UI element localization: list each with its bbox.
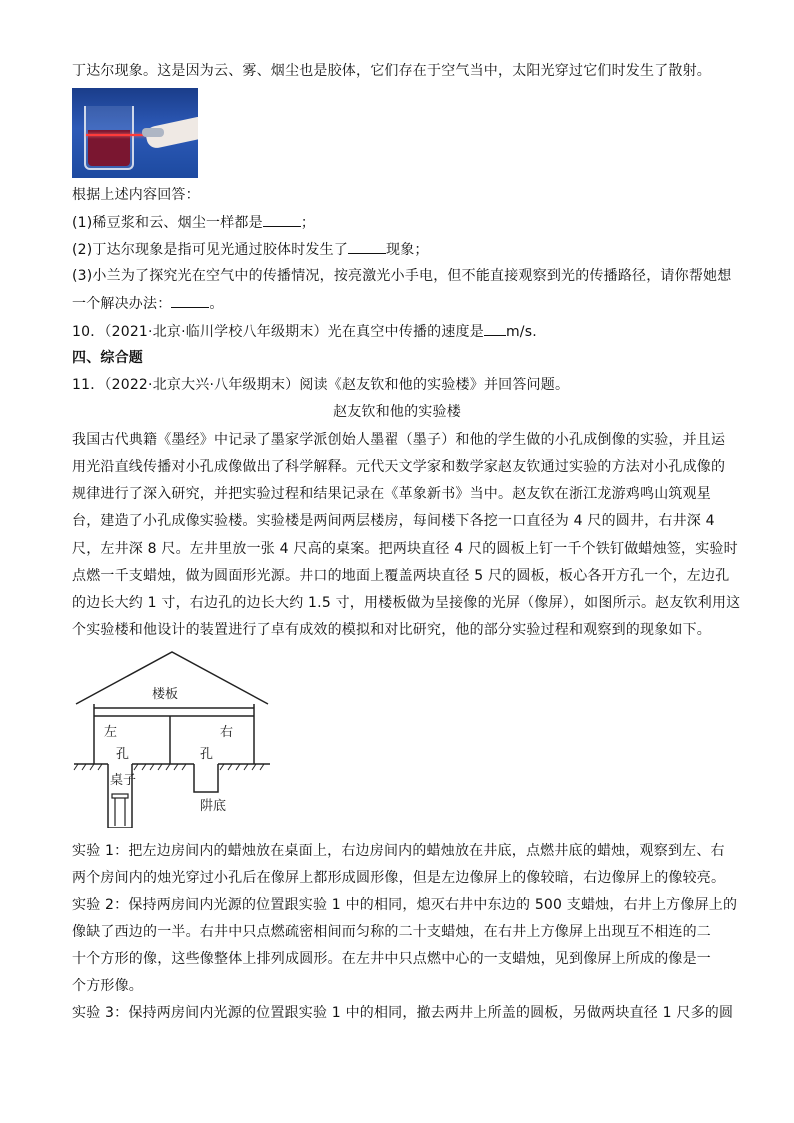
diagram-label-hole: 孔 (116, 747, 130, 762)
paragraph-line: 台，建造了小孔成像实验楼。实验楼是两间两层楼房，每间楼下各挖一口直径为 4 尺的圆井，右井深 4 (72, 513, 715, 529)
diagram-label-right: 右 (220, 725, 234, 740)
section-heading: 四、综合题 (72, 350, 143, 366)
experiment-line: 实验 1：把左边房间内的蜡烛放在桌面上，右边房间内的蜡烛放在井底，点燃井底的蜡烛，观察到左、右 (72, 843, 725, 859)
beaker-icon (84, 106, 134, 170)
laser-pointer-icon (142, 128, 164, 137)
question-1: (1)稀豆浆和云、烟尘一样都是 ； (72, 212, 732, 233)
paragraph-line: 点燃一千支蜡烛，做为圆面形光源。井口的地面上覆盖两块直径 5 尺的圆板，板心各开方孔一个，左边孔 (72, 568, 730, 584)
article-title: 赵友钦和他的实验楼 (333, 404, 461, 420)
text-line: 根据上述内容回答： (72, 187, 200, 203)
paragraph-line: 个实验楼和他设计的装置进行了卓有成效的模拟和对比研究，他的部分实验过程和观察到的现象如下。 (72, 622, 711, 638)
experiment-line: 个方形像。 (72, 978, 143, 994)
answer-blank[interactable] (263, 212, 301, 227)
experiment-building-diagram (72, 648, 272, 828)
text-line: 丁达尔现象。这是因为云、雾、烟尘也是胶体，它们存在于空气当中，太阳光穿过它们时发生了散射。 (72, 63, 711, 79)
question-11: 11．（2022·北京大兴·八年级期末）阅读《赵友钦和他的实验楼》并回答问题。 (72, 377, 570, 393)
diagram-label-left: 左 (104, 725, 118, 740)
diagram-label-table: 桌子 (110, 773, 137, 788)
experiment-line: 十个方形的像，这些像整体上排列成圆形。在左井中只点燃中心的一支蜡烛，见到像屏上所成的像是一 (72, 951, 711, 967)
paragraph-line: 规律进行了深入研究，并把实验过程和结果记录在《革象新书》当中。赵友钦在浙江龙游鸡鸣山筑观星 (72, 486, 711, 502)
question-3-cont: 一个解决办法： 。 (72, 293, 732, 314)
question-2: (2)丁达尔现象是指可见光通过胶体时发生了 现象； (72, 239, 732, 260)
diagram-label-floor: 楼板 (152, 687, 179, 702)
experiment-line: 两个房间内的烛光穿过小孔后在像屏上都形成圆形像，但是左边像屏上的像较暗，右边像屏上的像较亮。 (72, 870, 726, 886)
question-3: (3)小兰为了探究光在空气中的传播情况，按亮激光小手电，但不能直接观察到光的传播路径，请你帮她想 (72, 268, 732, 284)
experiment-line: 实验 2：保持两房间内光源的位置跟实验 1 中的相同，熄灭右井中东边的 500 支蜡烛，右井上方像屏上的 (72, 897, 738, 913)
experiment-line: 实验 3：保持两房间内光源的位置跟实验 1 中的相同，撤去两井上所盖的圆板，另做两块直径 1 尺多的圆 (72, 1005, 734, 1021)
experiment-line: 像缺了西边的一半。右井中只点燃疏密相间而匀称的二十支蜡烛，在右井上方像屏上出现互不相连的二 (72, 924, 711, 940)
answer-blank[interactable] (348, 239, 386, 254)
diagram-label-hole: 孔 (200, 747, 214, 762)
paragraph-line: 的边长大约 1 寸，右边孔的边长大约 1.5 寸，用楼板做为呈接像的光屏（像屏），如图所示。赵友钦利用这 (72, 595, 741, 611)
diagram-label-well-bottom: 阱底 (200, 799, 227, 814)
question-10: 10．（2021·北京·临川学校八年级期末）光在真空中传播的速度是 m/s. (72, 321, 732, 342)
answer-blank[interactable] (171, 293, 209, 308)
answer-blank[interactable] (484, 321, 506, 336)
tyndall-effect-photo (72, 88, 198, 178)
paragraph-line: 用光沿直线传播对小孔成像做出了科学解释。元代天文学家和数学家赵友钦通过实验的方法对小孔成像的 (72, 459, 726, 475)
paragraph-line: 我国古代典籍《墨经》中记录了墨家学派创始人墨翟（墨子）和他的学生做的小孔成倒像的实验，并且运 (72, 432, 726, 448)
paragraph-line: 尺，左井深 8 尺。左井里放一张 4 尺高的桌案。把两块直径 4 尺的圆板上钉一千个铁钉做蜡烛签，实验时 (72, 541, 738, 557)
